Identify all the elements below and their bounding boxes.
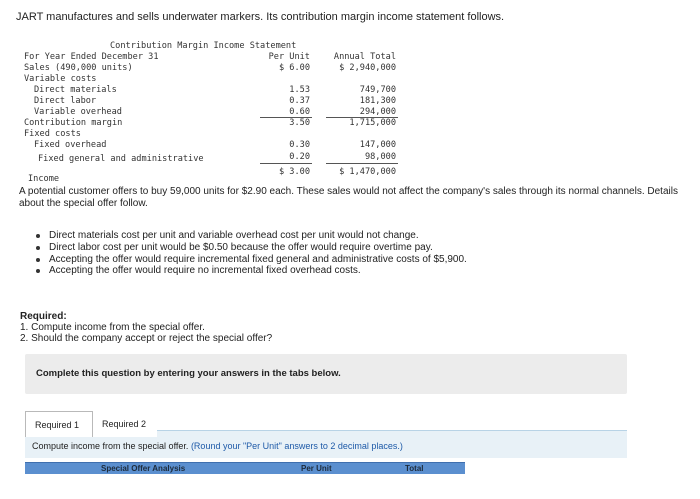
row-label-direct-materials: Direct materials: [34, 85, 117, 95]
row-unit-sales: $ 6.00: [278, 63, 310, 73]
tab-required-2[interactable]: Required 2: [93, 411, 157, 437]
income-statement: [20, 40, 410, 186]
row-total-fixed-ga: 98,000: [364, 152, 396, 162]
required-title: Required:: [20, 311, 67, 322]
list-item: Direct labor cost per unit would be $0.50 because the offer would require overtime pay.: [32, 242, 467, 254]
instruction-main: Compute income from the special offer.: [32, 441, 189, 451]
row-total-direct-labor: 181,300: [359, 96, 396, 106]
row-unit-direct-materials: 1.53: [289, 85, 310, 95]
row-total-income: $ 1,470,000: [339, 167, 396, 177]
row-total-direct-materials: 749,700: [359, 85, 396, 95]
row-total-variable-overhead: 294,000: [359, 107, 396, 117]
row-label-fixed-ga: Fixed general and administrative: [38, 154, 204, 164]
col-header-per-unit: Per Unit: [268, 52, 310, 62]
row-label-income: Income: [28, 174, 60, 184]
required-item-1: 1. Compute income from the special offer.: [20, 322, 205, 333]
total-rule-total: [326, 163, 398, 164]
list-item: Accepting the offer would require no incremental fixed overhead costs.: [32, 265, 467, 277]
list-item: Direct materials cost per unit and variable overhead cost per unit would not change.: [32, 230, 467, 242]
header-per-unit: Per Unit: [301, 464, 332, 473]
row-label-fixed-costs: Fixed costs: [24, 129, 81, 139]
intro-text: JART manufactures and sells underwater markers. Its contribution margin income statement follows.: [16, 11, 505, 23]
statement-title: Contribution Margin Income Statement: [110, 41, 297, 51]
header-special-offer-analysis: Special Offer Analysis: [101, 464, 186, 473]
required-item-2: 2. Should the company accept or reject the special offer?: [20, 333, 273, 344]
row-unit-variable-overhead: 0.60: [289, 107, 310, 117]
panel-instruction: [32, 441, 403, 451]
list-item: Accepting the offer would require incremental fixed general and administrative costs of $5,900.: [32, 254, 467, 266]
row-label-direct-labor: Direct labor: [34, 96, 97, 106]
row-label-contribution-margin: Contribution margin: [24, 118, 123, 128]
total-rule-unit: [260, 163, 312, 164]
offer-details-list: [32, 230, 467, 277]
special-offer-table-header: [25, 462, 465, 474]
row-unit-fixed-ga: 0.20: [289, 152, 310, 162]
row-label-variable-costs: Variable costs: [24, 74, 97, 84]
statement-period: For Year Ended December 31: [24, 52, 159, 62]
instructions-banner: [25, 354, 627, 394]
instruction-note: (Round your "Per Unit" answers to 2 decimal places.): [190, 441, 403, 451]
row-unit-income: $ 3.00: [278, 167, 310, 177]
col-header-annual-total: Annual Total: [333, 52, 396, 62]
row-unit-contribution-margin: 3.50: [289, 118, 310, 128]
tab-required-1[interactable]: Required 1: [25, 411, 93, 437]
row-label-variable-overhead: Variable overhead: [34, 107, 122, 117]
row-unit-fixed-overhead: 0.30: [289, 140, 310, 150]
row-total-contribution-margin: 1,715,000: [349, 118, 396, 128]
header-total: Total: [405, 464, 424, 473]
row-label-sales: Sales (490,000 units): [24, 63, 133, 73]
offer-paragraph: A potential customer offers to buy 59,000 units for $2.90 each. These sales would not affect the company's sales through its normal channels. Details about the special offer follow.: [19, 186, 678, 209]
row-total-sales: $ 2,940,000: [339, 63, 396, 73]
row-unit-direct-labor: 0.37: [289, 96, 310, 106]
banner-text: Complete this question by entering your answers in the tabs below.: [36, 368, 341, 379]
row-label-fixed-overhead: Fixed overhead: [34, 140, 107, 150]
row-total-fixed-overhead: 147,000: [359, 140, 396, 150]
